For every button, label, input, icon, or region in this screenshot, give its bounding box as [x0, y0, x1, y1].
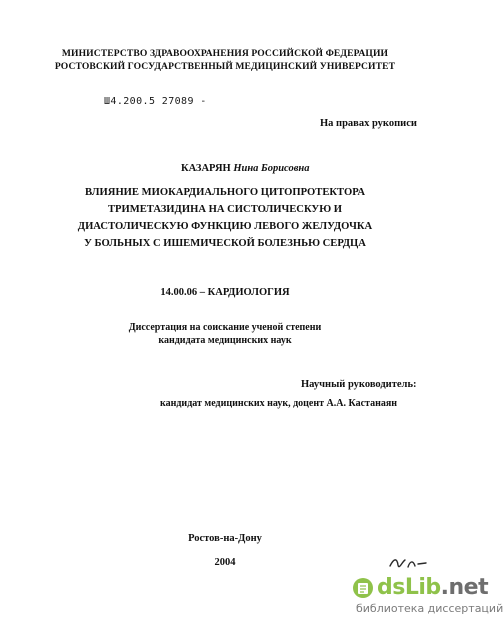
supervisor-name: кандидат медицинских наук, доцент А.А. Кастанаян — [160, 398, 398, 409]
specialty-code: 14.00.06 – КАРДИОЛОГИЯ — [160, 287, 290, 298]
city: Ростов-на-Дону — [188, 533, 262, 544]
degree-line: кандидата медицинских наук — [158, 335, 292, 346]
registration-code: Ш4.200.5 27089 - — [104, 96, 207, 107]
handwritten-mark — [388, 552, 428, 572]
ministry-header — [0, 47, 450, 73]
rights-note: На правах рукописи — [320, 118, 417, 129]
degree-statement — [0, 321, 450, 347]
title-line: ВЛИЯНИЕ МИОКАРДИАЛЬНОГО ЦИТОПРОТЕКТОРА — [85, 187, 365, 198]
dslib-watermark — [352, 575, 503, 620]
watermark-subtitle: библиотека диссертаций — [356, 602, 503, 615]
title-line: ТРИМЕТАЗИДИНА НА СИСТОЛИЧЕСКУЮ И — [107, 204, 343, 215]
dissertation-title — [0, 184, 450, 252]
title-line: ДИАСТОЛИЧЕСКУЮ ФУНКЦИЮ ЛЕВОГО ЖЕЛУДОЧКА — [77, 221, 373, 232]
ministry-line-2: РОСТОВСКИЙ ГОСУДАРСТВЕННЫЙ МЕДИЦИНСКИЙ УНИВЕРСИТЕТ — [54, 61, 396, 72]
watermark-brand-name: dsLib — [377, 575, 441, 600]
supervisor-label: Научный руководитель: — [301, 379, 417, 390]
author-given-names: Нина Борисовна — [233, 163, 310, 174]
dslib-logo-icon — [352, 577, 374, 599]
author-name — [181, 163, 309, 174]
ministry-line-1: МИНИСТЕРСТВО ЗДРАВООХРАНЕНИЯ РОССИЙСКОЙ ФЕДЕРАЦИИ — [61, 48, 389, 59]
watermark-brand — [377, 576, 488, 600]
year: 2004 — [214, 557, 236, 568]
title-line: У БОЛЬНЫХ С ИШЕМИЧЕСКОЙ БОЛЕЗНЬЮ СЕРДЦА — [84, 238, 366, 249]
author-surname: КАЗАРЯН — [181, 163, 231, 174]
degree-line: Диссертация на соискание ученой степени — [128, 322, 322, 333]
watermark-brand-tld: .net — [440, 575, 489, 600]
